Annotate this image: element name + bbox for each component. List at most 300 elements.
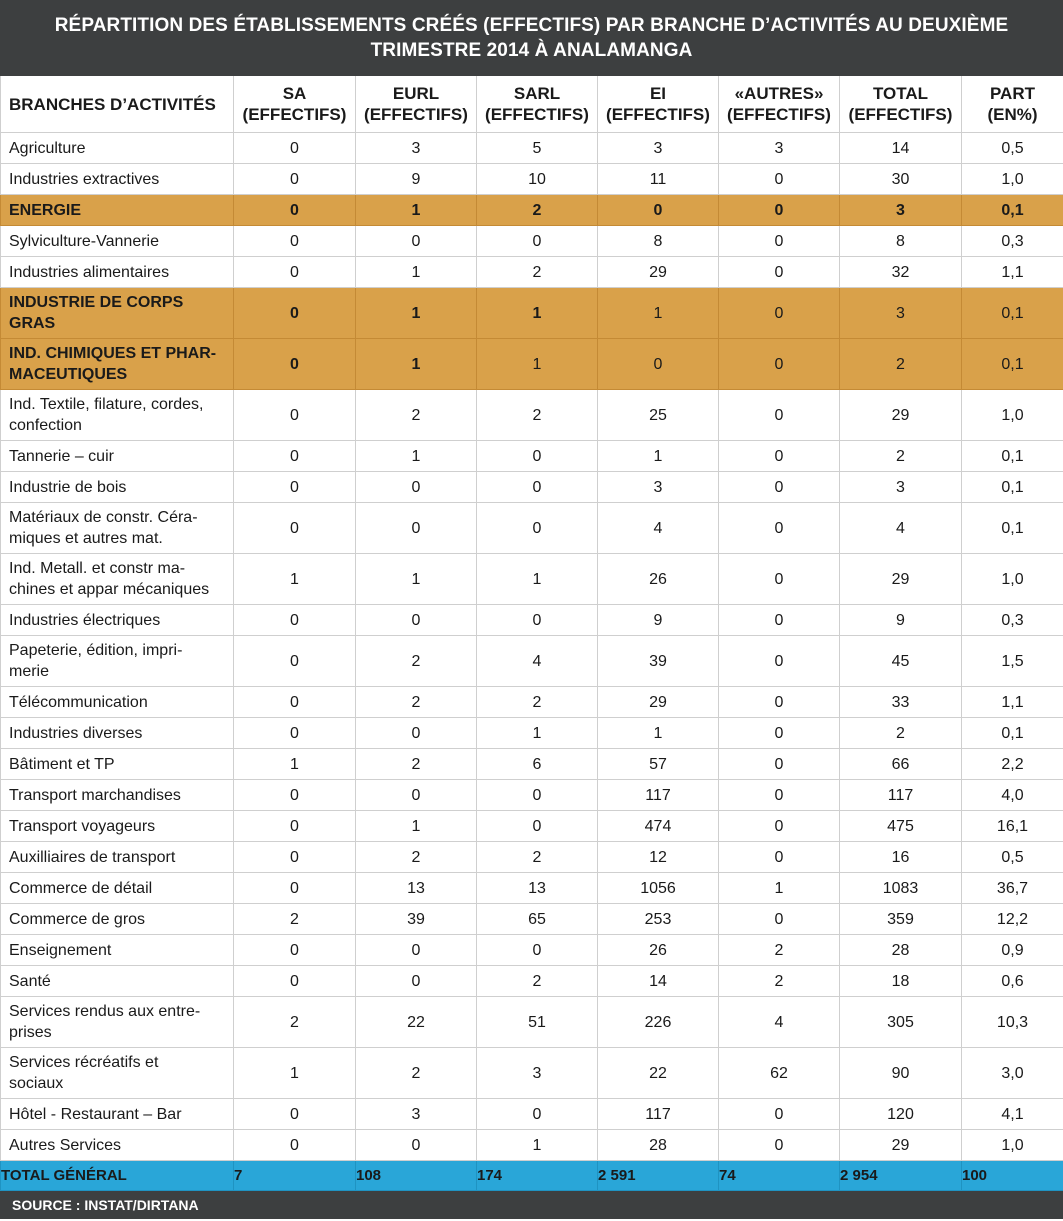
- column-header-branches: BRANCHES D’ACTIVITÉS: [1, 76, 234, 133]
- cell-sarl: 2: [477, 195, 598, 226]
- branch-name-line: Commerce de gros: [9, 910, 146, 928]
- column-header-total: TOTAL (EFFECTIFS): [840, 76, 962, 133]
- cell-ei: 8: [598, 226, 719, 257]
- total-cell-autres: 74: [719, 1161, 840, 1191]
- cell-autres: 0: [719, 718, 840, 749]
- cell-eurl: 0: [356, 226, 477, 257]
- table-row: [1, 842, 1063, 873]
- cell-total: 2: [840, 441, 962, 472]
- total-row: [1, 1161, 1063, 1191]
- branch-name: [1, 842, 234, 873]
- cell-autres: 62: [719, 1048, 840, 1099]
- cell-part: 10,3: [962, 997, 1063, 1048]
- cell-part: 0,9: [962, 935, 1063, 966]
- cell-autres: 0: [719, 605, 840, 636]
- column-header-sarl: SARL (EFFECTIFS): [477, 76, 598, 133]
- branch-name-line: Matériaux de constr. Céra-: [9, 509, 198, 526]
- cell-autres: 0: [719, 288, 840, 339]
- branch-name: [1, 554, 234, 605]
- cell-ei: 22: [598, 1048, 719, 1099]
- cell-ei: 117: [598, 1099, 719, 1130]
- cell-sa: 0: [234, 780, 356, 811]
- branch-name-line: Bâtiment et TP: [9, 755, 115, 773]
- cell-eurl: 0: [356, 503, 477, 554]
- total-label: TOTAL GÉNÉRAL: [1, 1161, 234, 1191]
- branch-name-line: confection: [9, 417, 82, 434]
- cell-eurl: 2: [356, 636, 477, 687]
- branch-name-line: prises: [9, 1024, 52, 1041]
- branch-name: [1, 605, 234, 636]
- cell-part: 1,0: [962, 164, 1063, 195]
- cell-sarl: 65: [477, 904, 598, 935]
- branch-name-line: Enseignement: [9, 941, 112, 959]
- cell-autres: 4: [719, 997, 840, 1048]
- branch-name: [1, 339, 234, 390]
- total-cell-sa: 7: [234, 1161, 356, 1191]
- cell-ei: 226: [598, 997, 719, 1048]
- table-row: [1, 718, 1063, 749]
- cell-sarl: 51: [477, 997, 598, 1048]
- branch-name-line: chines et appar mécaniques: [9, 581, 210, 598]
- column-header-ei: EI (EFFECTIFS): [598, 76, 719, 133]
- cell-sa: 0: [234, 472, 356, 503]
- cell-part: 0,1: [962, 718, 1063, 749]
- branch-name-line: Services rendus aux entre-: [9, 1003, 201, 1020]
- cell-sa: 0: [234, 842, 356, 873]
- cell-autres: 0: [719, 390, 840, 441]
- table-row: [1, 133, 1063, 164]
- cell-autres: 0: [719, 687, 840, 718]
- cell-part: 0,1: [962, 195, 1063, 226]
- branch-name: [1, 636, 234, 687]
- cell-total: 32: [840, 257, 962, 288]
- cell-eurl: 2: [356, 390, 477, 441]
- cell-part: 0,1: [962, 288, 1063, 339]
- cell-total: 359: [840, 904, 962, 935]
- cell-eurl: 2: [356, 1048, 477, 1099]
- cell-sarl: 1: [477, 718, 598, 749]
- cell-sa: 0: [234, 133, 356, 164]
- cell-part: 1,5: [962, 636, 1063, 687]
- cell-sarl: 0: [477, 605, 598, 636]
- source-note: SOURCE : INSTAT/DIRTANA: [0, 1191, 1063, 1219]
- cell-sa: 1: [234, 554, 356, 605]
- column-header-sa: SA (EFFECTIFS): [234, 76, 356, 133]
- total-cell-ei: 2 591: [598, 1161, 719, 1191]
- cell-total: 28: [840, 935, 962, 966]
- cell-sarl: 1: [477, 1130, 598, 1161]
- cell-autres: 0: [719, 811, 840, 842]
- cell-part: 0,1: [962, 441, 1063, 472]
- cell-ei: 1: [598, 718, 719, 749]
- table-row: [1, 1130, 1063, 1161]
- cell-autres: 0: [719, 904, 840, 935]
- cell-part: 0,6: [962, 966, 1063, 997]
- cell-ei: 25: [598, 390, 719, 441]
- cell-sarl: 10: [477, 164, 598, 195]
- cell-eurl: 0: [356, 605, 477, 636]
- cell-sa: 0: [234, 811, 356, 842]
- cell-sarl: 1: [477, 288, 598, 339]
- cell-eurl: 3: [356, 1099, 477, 1130]
- cell-sa: 0: [234, 1099, 356, 1130]
- table-row: [1, 605, 1063, 636]
- cell-ei: 11: [598, 164, 719, 195]
- table-row: [1, 811, 1063, 842]
- cell-autres: 0: [719, 749, 840, 780]
- cell-total: 14: [840, 133, 962, 164]
- branch-name: [1, 288, 234, 339]
- cell-part: 16,1: [962, 811, 1063, 842]
- cell-autres: 2: [719, 935, 840, 966]
- branch-name: [1, 873, 234, 904]
- cell-sarl: 1: [477, 339, 598, 390]
- branch-name-line: Télécommunication: [9, 693, 148, 711]
- cell-total: 4: [840, 503, 962, 554]
- branch-name-line: Santé: [9, 972, 51, 990]
- branch-name: [1, 441, 234, 472]
- cell-total: 120: [840, 1099, 962, 1130]
- column-header-eurl: EURL (EFFECTIFS): [356, 76, 477, 133]
- table-row: [1, 441, 1063, 472]
- table-row: [1, 687, 1063, 718]
- cell-sarl: 3: [477, 1048, 598, 1099]
- cell-ei: 26: [598, 554, 719, 605]
- cell-sa: 0: [234, 195, 356, 226]
- cell-sarl: 2: [477, 257, 598, 288]
- cell-part: 4,1: [962, 1099, 1063, 1130]
- cell-eurl: 22: [356, 997, 477, 1048]
- cell-sa: 0: [234, 873, 356, 904]
- cell-total: 3: [840, 288, 962, 339]
- cell-sarl: 5: [477, 133, 598, 164]
- branch-name-line: Ind. Textile, filature, cordes,: [9, 396, 204, 413]
- cell-sarl: 0: [477, 226, 598, 257]
- branch-name-line: miques et autres mat.: [9, 530, 163, 547]
- cell-total: 305: [840, 997, 962, 1048]
- branch-name-line: Auxilliaires de transport: [9, 848, 176, 866]
- table-row: [1, 1099, 1063, 1130]
- branch-name: [1, 997, 234, 1048]
- cell-total: 29: [840, 554, 962, 605]
- cell-eurl: 0: [356, 935, 477, 966]
- cell-sarl: 2: [477, 966, 598, 997]
- cell-ei: 9: [598, 605, 719, 636]
- branch-name: [1, 257, 234, 288]
- cell-ei: 14: [598, 966, 719, 997]
- table-row: [1, 472, 1063, 503]
- cell-autres: 0: [719, 195, 840, 226]
- cell-ei: 57: [598, 749, 719, 780]
- cell-eurl: 1: [356, 339, 477, 390]
- cell-total: 90: [840, 1048, 962, 1099]
- table-row: [1, 966, 1063, 997]
- branch-name: [1, 1099, 234, 1130]
- cell-autres: 1: [719, 873, 840, 904]
- cell-eurl: 13: [356, 873, 477, 904]
- table-row: [1, 780, 1063, 811]
- cell-eurl: 0: [356, 718, 477, 749]
- cell-eurl: 0: [356, 1130, 477, 1161]
- cell-sarl: 0: [477, 780, 598, 811]
- table-row: [1, 257, 1063, 288]
- cell-autres: 0: [719, 1099, 840, 1130]
- cell-sa: 0: [234, 390, 356, 441]
- table-row: [1, 1048, 1063, 1099]
- branch-name: [1, 966, 234, 997]
- branch-name-line: Ind. Metall. et constr ma-: [9, 560, 186, 577]
- cell-ei: 253: [598, 904, 719, 935]
- cell-sarl: 0: [477, 1099, 598, 1130]
- cell-ei: 28: [598, 1130, 719, 1161]
- cell-sarl: 2: [477, 842, 598, 873]
- branch-name: [1, 904, 234, 935]
- branch-name: [1, 226, 234, 257]
- table-row: [1, 554, 1063, 605]
- table-row: [1, 636, 1063, 687]
- cell-autres: 0: [719, 554, 840, 605]
- cell-eurl: 1: [356, 288, 477, 339]
- cell-autres: 0: [719, 1130, 840, 1161]
- cell-part: 0,3: [962, 605, 1063, 636]
- cell-part: 0,1: [962, 503, 1063, 554]
- branch-name-line: Industries diverses: [9, 724, 143, 742]
- cell-eurl: 1: [356, 441, 477, 472]
- cell-part: 1,0: [962, 554, 1063, 605]
- table-row: [1, 873, 1063, 904]
- cell-autres: 0: [719, 226, 840, 257]
- cell-ei: 3: [598, 133, 719, 164]
- cell-eurl: 9: [356, 164, 477, 195]
- cell-autres: 3: [719, 133, 840, 164]
- cell-total: 29: [840, 390, 962, 441]
- cell-sa: 0: [234, 966, 356, 997]
- cell-ei: 1: [598, 441, 719, 472]
- cell-sa: 1: [234, 749, 356, 780]
- cell-autres: 0: [719, 842, 840, 873]
- cell-ei: 4: [598, 503, 719, 554]
- cell-ei: 474: [598, 811, 719, 842]
- branch-name: [1, 687, 234, 718]
- cell-ei: 26: [598, 935, 719, 966]
- branch-name-line: Hôtel - Restaurant – Bar: [9, 1105, 182, 1123]
- branch-name-line: Commerce de détail: [9, 879, 153, 897]
- cell-sarl: 0: [477, 935, 598, 966]
- total-cell-sarl: 174: [477, 1161, 598, 1191]
- cell-sa: 1: [234, 1048, 356, 1099]
- branch-name-line: GRAS: [9, 315, 56, 332]
- table-row: [1, 164, 1063, 195]
- column-header-part: PART (EN%): [962, 76, 1063, 133]
- total-cell-total: 2 954: [840, 1161, 962, 1191]
- cell-total: 3: [840, 195, 962, 226]
- cell-sa: 2: [234, 997, 356, 1048]
- total-cell-eurl: 108: [356, 1161, 477, 1191]
- cell-eurl: 1: [356, 195, 477, 226]
- cell-total: 45: [840, 636, 962, 687]
- cell-eurl: 1: [356, 257, 477, 288]
- cell-autres: 0: [719, 636, 840, 687]
- cell-total: 3: [840, 472, 962, 503]
- cell-ei: 0: [598, 339, 719, 390]
- branch-name-line: Industries alimentaires: [9, 263, 170, 281]
- cell-sa: 0: [234, 718, 356, 749]
- cell-sarl: 6: [477, 749, 598, 780]
- branch-name-line: Industries extractives: [9, 170, 160, 188]
- cell-part: 0,5: [962, 842, 1063, 873]
- cell-sa: 2: [234, 904, 356, 935]
- cell-part: 1,1: [962, 687, 1063, 718]
- cell-part: 0,3: [962, 226, 1063, 257]
- cell-eurl: 0: [356, 780, 477, 811]
- cell-part: 36,7: [962, 873, 1063, 904]
- cell-total: 2: [840, 718, 962, 749]
- cell-autres: 0: [719, 257, 840, 288]
- cell-sa: 0: [234, 226, 356, 257]
- cell-sarl: 13: [477, 873, 598, 904]
- branch-name-line: Papeterie, édition, impri-: [9, 642, 183, 659]
- cell-autres: 0: [719, 339, 840, 390]
- cell-autres: 0: [719, 503, 840, 554]
- table-row: [1, 935, 1063, 966]
- branch-name: [1, 811, 234, 842]
- cell-sa: 0: [234, 288, 356, 339]
- cell-sarl: 0: [477, 472, 598, 503]
- branch-name-line: Services récréatifs et: [9, 1054, 159, 1071]
- branch-name: [1, 390, 234, 441]
- branch-name-line: Autres Services: [9, 1136, 122, 1154]
- cell-ei: 29: [598, 687, 719, 718]
- cell-autres: 0: [719, 780, 840, 811]
- cell-part: 0,1: [962, 339, 1063, 390]
- branch-name-line: sociaux: [9, 1075, 64, 1092]
- branch-name-line: Sylviculture-Vannerie: [9, 232, 159, 250]
- branch-name-line: Industries électriques: [9, 611, 161, 629]
- cell-total: 66: [840, 749, 962, 780]
- cell-eurl: 39: [356, 904, 477, 935]
- table-row: [1, 288, 1063, 339]
- branch-name: [1, 935, 234, 966]
- cell-eurl: 0: [356, 966, 477, 997]
- total-cell-part: 100: [962, 1161, 1063, 1191]
- table-body: [1, 133, 1063, 1161]
- branch-name-line: Transport voyageurs: [9, 817, 156, 835]
- cell-autres: 0: [719, 472, 840, 503]
- cell-eurl: 2: [356, 842, 477, 873]
- branch-name-line: MACEUTIQUES: [9, 366, 128, 383]
- cell-total: 33: [840, 687, 962, 718]
- branch-name: [1, 780, 234, 811]
- cell-sarl: 2: [477, 390, 598, 441]
- cell-ei: 12: [598, 842, 719, 873]
- branches-table: [0, 76, 1063, 1191]
- cell-autres: 2: [719, 966, 840, 997]
- branch-name: [1, 1130, 234, 1161]
- branch-name-line: Transport marchandises: [9, 786, 181, 804]
- cell-part: 1,0: [962, 390, 1063, 441]
- table-row: [1, 904, 1063, 935]
- cell-total: 2: [840, 339, 962, 390]
- cell-eurl: 3: [356, 133, 477, 164]
- table-row: [1, 503, 1063, 554]
- table-row: [1, 195, 1063, 226]
- cell-sa: 0: [234, 687, 356, 718]
- cell-total: 9: [840, 605, 962, 636]
- cell-autres: 0: [719, 441, 840, 472]
- cell-part: 3,0: [962, 1048, 1063, 1099]
- cell-part: 2,2: [962, 749, 1063, 780]
- table-row: [1, 226, 1063, 257]
- cell-sa: 0: [234, 257, 356, 288]
- branch-name: [1, 718, 234, 749]
- cell-sarl: 1: [477, 554, 598, 605]
- branch-name-line: IND. CHIMIQUES ET PHAR-: [9, 345, 217, 362]
- cell-total: 30: [840, 164, 962, 195]
- cell-ei: 117: [598, 780, 719, 811]
- cell-ei: 0: [598, 195, 719, 226]
- cell-ei: 1: [598, 288, 719, 339]
- table-row: [1, 997, 1063, 1048]
- cell-sa: 0: [234, 636, 356, 687]
- branch-name: [1, 164, 234, 195]
- branch-name-line: INDUSTRIE DE CORPS: [9, 294, 184, 311]
- cell-eurl: 2: [356, 687, 477, 718]
- cell-ei: 39: [598, 636, 719, 687]
- cell-sa: 0: [234, 935, 356, 966]
- cell-total: 8: [840, 226, 962, 257]
- table-header-row: [1, 76, 1063, 133]
- branch-name: [1, 749, 234, 780]
- cell-part: 1,1: [962, 257, 1063, 288]
- cell-sa: 0: [234, 1130, 356, 1161]
- cell-total: 18: [840, 966, 962, 997]
- table-row: [1, 339, 1063, 390]
- branch-name-line: Industrie de bois: [9, 478, 127, 496]
- cell-total: 475: [840, 811, 962, 842]
- branch-name-line: ENERGIE: [9, 201, 82, 219]
- table-row: [1, 390, 1063, 441]
- cell-total: 16: [840, 842, 962, 873]
- branch-name: [1, 1048, 234, 1099]
- branch-name-line: merie: [9, 663, 50, 680]
- column-header-autres: «AUTRES» (EFFECTIFS): [719, 76, 840, 133]
- cell-sarl: 4: [477, 636, 598, 687]
- cell-part: 0,1: [962, 472, 1063, 503]
- cell-sa: 0: [234, 605, 356, 636]
- table-row: [1, 749, 1063, 780]
- branch-name: [1, 472, 234, 503]
- cell-part: 12,2: [962, 904, 1063, 935]
- cell-sa: 0: [234, 164, 356, 195]
- cell-part: 1,0: [962, 1130, 1063, 1161]
- cell-sarl: 0: [477, 811, 598, 842]
- cell-eurl: 2: [356, 749, 477, 780]
- table-title: RÉPARTITION DES ÉTABLISSEMENTS CRÉÉS (EFFECTIFS) PAR BRANCHE D’ACTIVITÉS AU DEUXIÈME TRIMESTRE 2014 À ANALAMANGA: [0, 0, 1063, 76]
- cell-eurl: 1: [356, 554, 477, 605]
- cell-sarl: 0: [477, 441, 598, 472]
- branch-name: [1, 133, 234, 164]
- branch-name: [1, 503, 234, 554]
- cell-sa: 0: [234, 339, 356, 390]
- cell-total: 1083: [840, 873, 962, 904]
- cell-autres: 0: [719, 164, 840, 195]
- cell-total: 117: [840, 780, 962, 811]
- cell-eurl: 0: [356, 472, 477, 503]
- cell-ei: 1056: [598, 873, 719, 904]
- cell-eurl: 1: [356, 811, 477, 842]
- cell-part: 4,0: [962, 780, 1063, 811]
- branch-name: [1, 195, 234, 226]
